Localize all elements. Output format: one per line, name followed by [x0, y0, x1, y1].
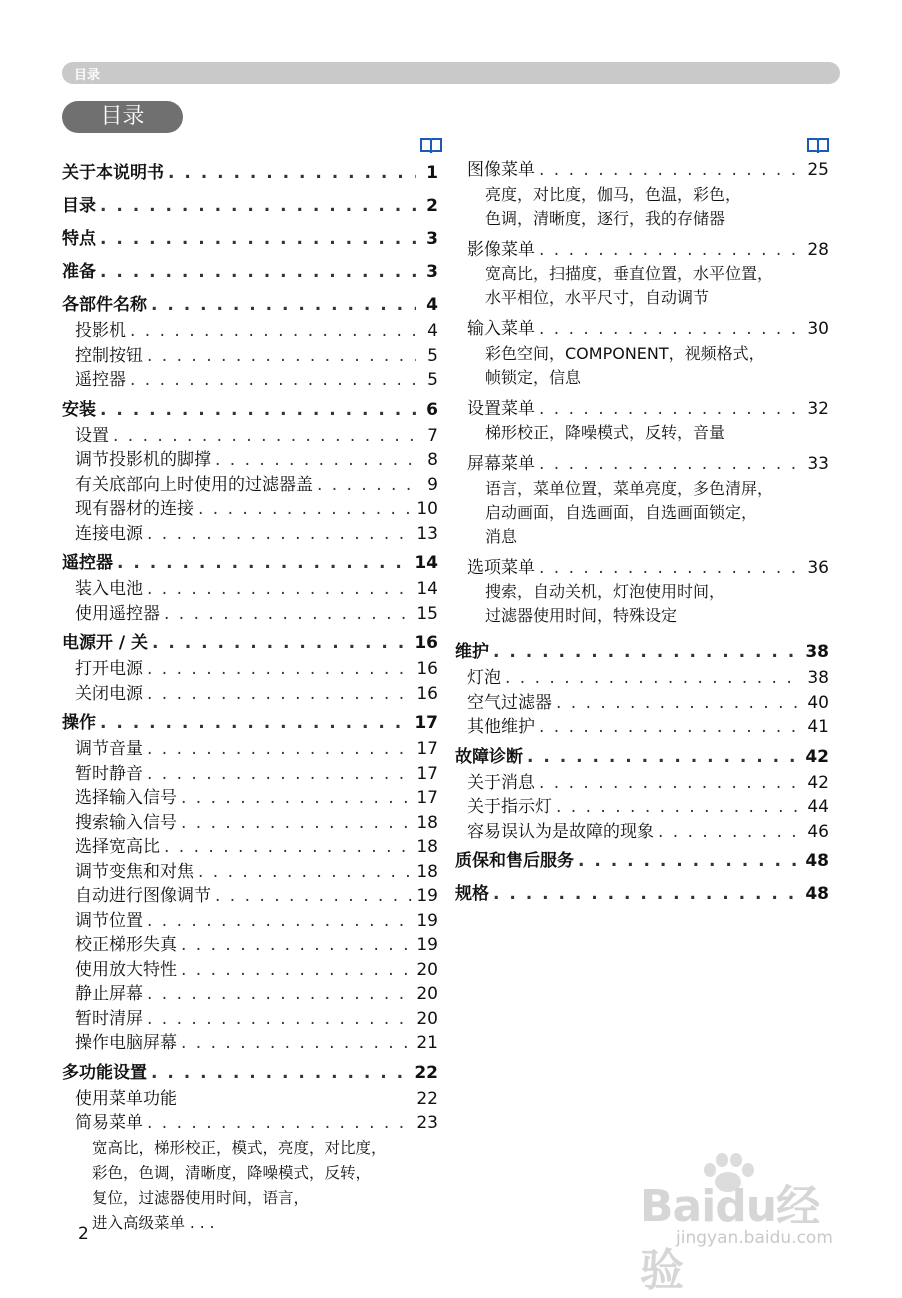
toc-entry-label: 自动进行图像调节 — [75, 886, 211, 906]
toc-entry-label: 打开电源 — [75, 659, 143, 679]
toc-entry[interactable] — [62, 682, 438, 707]
toc-sub-items: 水平相位，水平尺寸，自动调节 — [485, 288, 710, 307]
toc-entry-label: 设置菜单 — [467, 398, 535, 419]
toc-page-number: 17 — [416, 763, 438, 784]
toc-entry[interactable] — [62, 958, 438, 983]
toc-leader-dots — [151, 1058, 410, 1089]
toc-sub-items: 复位，过滤器使用时间，语言， — [92, 1188, 310, 1207]
toc-page-number: 17 — [414, 713, 438, 733]
toc-entry[interactable] — [455, 666, 829, 691]
toc-entry[interactable] — [62, 1007, 438, 1032]
toc-leader-dots — [164, 602, 412, 627]
toc-entry[interactable] — [455, 795, 829, 820]
toc-page-number: 15 — [416, 603, 438, 624]
toc-page-number: 19 — [416, 886, 438, 906]
toc-leader-dots — [198, 860, 412, 885]
toc-entry-label: 操作电脑屏幕 — [75, 1033, 177, 1053]
toc-entry-label: 暂时清屏 — [75, 1008, 143, 1029]
toc-leader-dots — [117, 548, 410, 579]
toc-section[interactable] — [62, 1058, 438, 1089]
toc-section[interactable] — [62, 290, 438, 321]
toc-leader-dots — [147, 762, 412, 787]
toc-leader-dots — [130, 368, 416, 393]
toc-sub-items: 启动画面，自选画面，自选画面锁定， — [485, 502, 758, 522]
toc-leader-dots — [539, 771, 803, 796]
toc-page-number: 17 — [416, 788, 438, 808]
toc-entry[interactable] — [62, 344, 438, 369]
toc-leader-dots — [147, 657, 412, 682]
toc-page-number: 38 — [807, 668, 829, 688]
toc-leader-dots — [147, 344, 416, 369]
toc-entry[interactable] — [62, 762, 438, 787]
toc-entry-label: 简易菜单 — [75, 1113, 143, 1133]
toc-sub-items: 语言，菜单位置，菜单亮度，多色清屏， — [485, 478, 774, 498]
toc-page-number: 6 — [426, 399, 438, 420]
toc-page-number: 40 — [807, 692, 829, 713]
toc-page-number: 32 — [807, 398, 829, 419]
toc-entry[interactable] — [62, 319, 438, 344]
toc-entry[interactable] — [62, 522, 438, 547]
toc-page-number: 4 — [426, 295, 438, 315]
toc-entry[interactable] — [455, 556, 829, 581]
toc-sub-items: 过滤器使用时间，特殊设定 — [485, 606, 678, 625]
toc-leader-dots — [556, 691, 803, 716]
toc-section[interactable] — [62, 224, 438, 255]
toc-leader-dots — [215, 884, 412, 909]
toc-entry-label: 关于本说明书 — [62, 163, 164, 183]
toc-entry-label: 使用菜单功能 — [75, 1088, 177, 1109]
toc-leader-dots — [147, 909, 412, 934]
toc-section[interactable] — [455, 846, 829, 877]
toc-leader-dots — [539, 238, 803, 263]
toc-leader-dots — [539, 556, 803, 581]
toc-sub-items: 进入高级菜单 . . . — [92, 1213, 215, 1232]
toc-page-number: 14 — [416, 579, 438, 599]
toc-entry[interactable] — [455, 158, 829, 183]
toc-entry-label: 其他维护 — [467, 717, 535, 737]
toc-page-number: 5 — [427, 345, 438, 366]
toc-page-number: 13 — [416, 523, 438, 544]
toc-leader-dots — [181, 1031, 412, 1056]
toc-leader-dots — [100, 708, 410, 739]
toc-sub-items: 消息 — [485, 526, 518, 546]
toc-page-number: 18 — [416, 812, 438, 833]
toc-page-number: 21 — [416, 1033, 438, 1053]
toc-entry-label: 屏幕菜单 — [467, 454, 535, 474]
header-bar — [62, 62, 840, 84]
toc-entry[interactable] — [455, 317, 829, 342]
toc-entry[interactable] — [62, 497, 438, 522]
toc-entry-label: 选项菜单 — [467, 557, 535, 578]
toc-sub-items: 色调，清晰度，逐行，我的存储器 — [485, 208, 726, 228]
toc-page-number: 22 — [416, 1088, 438, 1109]
toc-leader-dots — [539, 397, 803, 422]
toc-section[interactable] — [62, 257, 438, 288]
toc-entry-label: 影像菜单 — [467, 239, 535, 260]
toc-entry-label: 设置 — [75, 425, 109, 446]
toc-page-number: 42 — [807, 772, 829, 793]
toc-entry-label: 故障诊断 — [455, 746, 523, 767]
toc-entry[interactable] — [62, 424, 438, 449]
toc-page-number: 1 — [426, 163, 438, 183]
toc-leader-dots — [130, 319, 416, 344]
toc-entry[interactable] — [62, 473, 438, 498]
toc-page-number: 23 — [416, 1113, 438, 1133]
toc-leader-dots — [152, 628, 410, 659]
toc-leader-dots — [215, 448, 416, 473]
toc-leader-dots — [493, 637, 801, 668]
toc-page-number: 16 — [414, 633, 438, 653]
toc-page-number: 14 — [414, 553, 438, 573]
toc-entry[interactable] — [455, 771, 829, 796]
toc-page-number: 20 — [416, 1008, 438, 1029]
toc-leader-dots — [505, 666, 803, 691]
toc-leader-dots — [527, 742, 801, 773]
toc-entry[interactable] — [62, 368, 438, 393]
toc-section[interactable] — [62, 395, 438, 426]
toc-page-number: 18 — [416, 837, 438, 857]
toc-page-number: 4 — [427, 321, 438, 341]
toc-entry-label: 装入电池 — [75, 579, 143, 599]
toc-section[interactable] — [455, 637, 829, 668]
toc-leader-dots — [578, 846, 801, 877]
toc-entry-label: 选择输入信号 — [75, 788, 177, 808]
toc-entry[interactable] — [62, 577, 438, 602]
toc-sub-items: 梯形校正，降噪模式，反转，音量 — [485, 423, 726, 442]
toc-leader-dots — [493, 879, 801, 910]
toc-entry-label: 规格 — [455, 884, 489, 904]
toc-page-number: 20 — [416, 984, 438, 1004]
toc-entry[interactable] — [62, 982, 438, 1007]
toc-entry-label: 搜索输入信号 — [75, 812, 177, 833]
toc-entry-label: 关于指示灯 — [467, 797, 552, 817]
toc-page-number: 30 — [807, 319, 829, 339]
toc-leader-dots — [147, 737, 412, 762]
toc-page-number: 38 — [805, 642, 829, 662]
toc-page-number: 5 — [427, 370, 438, 390]
toc-entry-label: 图像菜单 — [467, 160, 535, 180]
page-title: 目录 — [62, 101, 183, 133]
page-number: 2 — [78, 1224, 89, 1244]
toc-entry[interactable] — [62, 786, 438, 811]
toc-entry-label: 多功能设置 — [62, 1062, 147, 1083]
toc-entry[interactable] — [62, 602, 438, 627]
toc-entry-label: 连接电源 — [75, 523, 143, 544]
toc-page-number: 19 — [416, 935, 438, 955]
toc-left-column — [62, 158, 438, 1236]
toc-entry-label: 特点 — [62, 229, 96, 249]
toc-leader-dots — [181, 786, 412, 811]
watermark-logo: Baidu经验 — [640, 1181, 820, 1296]
toc-sub-items: 亮度，对比度，伽马，色温，彩色， — [485, 184, 742, 204]
toc-entry-label: 投影机 — [75, 321, 126, 341]
toc-section[interactable] — [62, 158, 438, 189]
toc-sub-items: 宽高比，扫描度，垂直位置，水平位置， — [485, 264, 774, 283]
toc-section[interactable] — [62, 548, 438, 579]
toc-entry[interactable] — [455, 691, 829, 716]
toc-page-number: 44 — [807, 797, 829, 817]
toc-entry-label: 有关底部向上时使用的过滤器盖 — [75, 474, 313, 495]
toc-entry-label: 空气过滤器 — [467, 692, 552, 713]
toc-section[interactable] — [455, 879, 829, 910]
toc-page-number: 33 — [807, 454, 829, 474]
toc-entry[interactable] — [62, 1031, 438, 1056]
toc-entry-label: 目录 — [62, 196, 96, 216]
toc-page-number: 7 — [427, 425, 438, 446]
toc-leader-dots — [100, 191, 416, 222]
toc-page-number: 3 — [426, 229, 438, 249]
toc-page-number: 28 — [807, 239, 829, 260]
toc-entry-label: 调节投影机的脚撑 — [75, 450, 211, 470]
toc-page-number: 42 — [805, 746, 829, 767]
toc-entry-label: 关闭电源 — [75, 683, 143, 704]
toc-entry[interactable] — [62, 884, 438, 909]
book-icon — [420, 137, 442, 153]
toc-section[interactable] — [62, 628, 438, 659]
toc-page-number: 17 — [416, 739, 438, 759]
toc-entry[interactable] — [62, 933, 438, 958]
toc-entry-label: 现有器材的连接 — [75, 499, 194, 519]
toc-right-column — [455, 158, 829, 910]
toc-entry-label: 输入菜单 — [467, 319, 535, 339]
toc-entry-label: 准备 — [62, 262, 96, 282]
toc-entry-label: 遥控器 — [75, 370, 126, 390]
toc-sub-items: 彩色，色调，清晰度，降噪模式，反转， — [92, 1163, 372, 1182]
toc-leader-dots — [658, 820, 803, 845]
toc-page-number: 48 — [805, 851, 829, 871]
toc-section[interactable] — [455, 742, 829, 773]
toc-entry-label: 遥控器 — [62, 553, 113, 573]
toc-page-number: 36 — [807, 557, 829, 578]
toc-sub-items: 帧锁定，信息 — [485, 367, 582, 387]
toc-section[interactable] — [62, 708, 438, 739]
toc-entry[interactable] — [455, 238, 829, 263]
toc-leader-dots — [168, 158, 416, 189]
toc-entry-label: 使用遥控器 — [75, 603, 160, 624]
toc-entry-label: 关于消息 — [467, 772, 535, 793]
toc-page-number: 48 — [805, 884, 829, 904]
toc-entry-label: 电源开 / 关 — [62, 633, 149, 653]
toc-leader-dots — [100, 395, 416, 426]
toc-entry[interactable] — [455, 715, 829, 740]
toc-page-number: 18 — [416, 861, 438, 882]
toc-entry[interactable] — [62, 448, 438, 473]
header-label: 目录 — [74, 68, 101, 83]
toc-entry[interactable] — [62, 811, 438, 836]
toc-entry-label: 校正梯形失真 — [75, 935, 177, 955]
toc-entry[interactable] — [62, 835, 438, 860]
toc-leader-dots — [539, 317, 803, 342]
toc-page-number: 25 — [807, 160, 829, 180]
toc-entry[interactable] — [62, 1087, 438, 1112]
toc-entry-label: 控制按钮 — [75, 345, 143, 366]
toc-page-number: 10 — [416, 499, 438, 519]
toc-entry[interactable] — [62, 1111, 438, 1136]
toc-entry-label: 调节音量 — [75, 739, 143, 759]
toc-page-number: 46 — [807, 821, 829, 842]
toc-entry-label: 维护 — [455, 642, 489, 662]
toc-entry[interactable] — [62, 909, 438, 934]
toc-leader-dots — [113, 424, 416, 449]
toc-leader-dots — [151, 290, 416, 321]
toc-leader-dots — [539, 715, 803, 740]
toc-sub-items: 搜索，自动关机，灯泡使用时间， — [485, 582, 726, 601]
toc-page-number: 41 — [807, 717, 829, 737]
toc-entry-label: 调节位置 — [75, 910, 143, 931]
toc-entry-label: 选择宽高比 — [75, 837, 160, 857]
toc-leader-dots — [539, 158, 803, 183]
toc-entry[interactable] — [455, 452, 829, 477]
toc-entry[interactable] — [62, 657, 438, 682]
toc-entry-label: 安装 — [62, 399, 96, 420]
toc-entry[interactable] — [455, 397, 829, 422]
toc-page-number: 22 — [414, 1062, 438, 1083]
toc-entry-label: 操作 — [62, 713, 96, 733]
toc-page-number: 19 — [416, 910, 438, 931]
toc-leader-dots — [181, 811, 412, 836]
toc-leader-dots — [147, 1007, 412, 1032]
toc-entry[interactable] — [62, 737, 438, 762]
toc-page-number: 2 — [426, 196, 438, 216]
toc-entry-label: 各部件名称 — [62, 295, 147, 315]
toc-sub-items: 彩色空间，COMPONENT，视频格式， — [485, 343, 765, 363]
toc-leader-dots — [317, 473, 416, 498]
toc-entry-label: 调节变焦和对焦 — [75, 861, 194, 882]
toc-leader-dots — [198, 497, 412, 522]
toc-leader-dots — [100, 257, 416, 288]
toc-section[interactable] — [62, 191, 438, 222]
watermark — [640, 1150, 860, 1296]
toc-entry[interactable] — [62, 860, 438, 885]
toc-page-number: 9 — [427, 474, 438, 495]
toc-page-number: 16 — [416, 659, 438, 679]
toc-leader-dots — [164, 835, 412, 860]
toc-leader-dots — [147, 522, 412, 547]
toc-sub-items: 宽高比，梯形校正，模式，亮度，对比度， — [92, 1138, 387, 1157]
toc-entry[interactable] — [455, 820, 829, 845]
toc-leader-dots — [147, 577, 412, 602]
toc-page-number: 3 — [426, 262, 438, 282]
toc-entry-label: 使用放大特性 — [75, 959, 177, 980]
toc-leader-dots — [147, 1111, 412, 1136]
toc-entry-label: 质保和售后服务 — [455, 851, 574, 871]
toc-leader-dots — [181, 958, 412, 983]
toc-entry-label: 灯泡 — [467, 668, 501, 688]
toc-entry-label: 容易误认为是故障的现象 — [467, 821, 654, 842]
book-icon — [807, 137, 829, 153]
toc-leader-dots — [181, 933, 412, 958]
toc-leader-dots — [539, 452, 803, 477]
toc-page-number: 20 — [416, 959, 438, 980]
toc-entry-label: 暂时静音 — [75, 763, 143, 784]
toc-leader-dots — [147, 982, 412, 1007]
toc-leader-dots — [100, 224, 416, 255]
toc-page-number: 8 — [427, 450, 438, 470]
toc-leader-dots — [556, 795, 803, 820]
toc-page-number: 16 — [416, 683, 438, 704]
toc-entry-label: 静止屏幕 — [75, 984, 143, 1004]
watermark-url: jingyan.baidu.com — [676, 1228, 833, 1248]
toc-leader-dots — [147, 682, 412, 707]
